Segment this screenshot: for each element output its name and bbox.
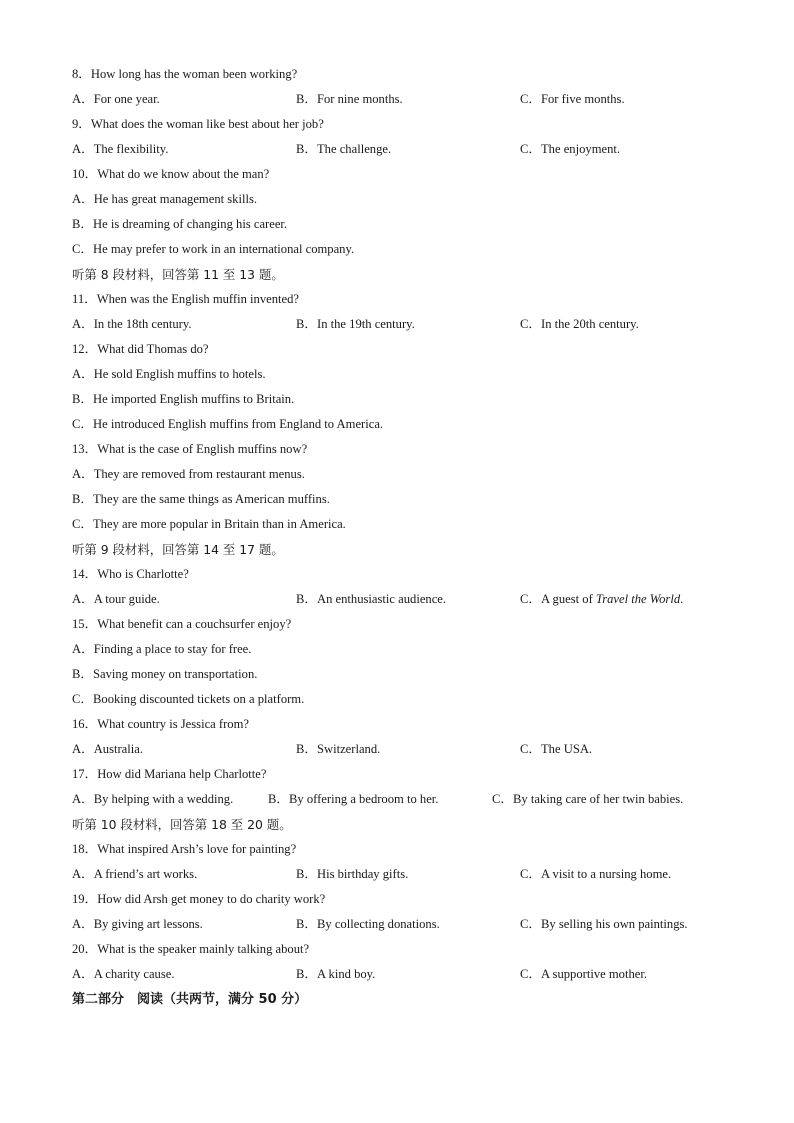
option-b: B．He is dreaming of changing his career. bbox=[72, 217, 288, 231]
question-10: 10．What do we know about the man? bbox=[72, 167, 270, 181]
passage-instruction: 听第 10 段材料，回答第 18 至 20 题。 bbox=[72, 817, 292, 832]
option-b: B．An enthusiastic audience. bbox=[296, 592, 447, 606]
option-b: B．They are the same things as American muffins. bbox=[72, 492, 330, 506]
question-8: 8．How long has the woman been working? bbox=[72, 67, 298, 81]
question-16: 16．What country is Jessica from? bbox=[72, 717, 249, 731]
option-a: A．He sold English muffins to hotels. bbox=[72, 367, 266, 381]
section-heading: 第二部分 阅读（共两节，满分 50 分） bbox=[72, 992, 308, 1007]
option-c bbox=[520, 587, 732, 612]
option-a: A．In the 18th century. bbox=[72, 317, 192, 331]
option-a: A．For one year. bbox=[72, 92, 160, 106]
option-b: B．His birthday gifts. bbox=[296, 867, 409, 881]
question-14: 14．Who is Charlotte? bbox=[72, 567, 189, 581]
passage-instruction: 听第 9 段材料，回答第 14 至 17 题。 bbox=[72, 542, 284, 557]
option-a: A．He has great management skills. bbox=[72, 192, 258, 206]
question-13: 13．What is the case of English muffins now? bbox=[72, 442, 308, 456]
options-row-inline bbox=[72, 787, 732, 812]
question-15: 15．What benefit can a couchsurfer enjoy? bbox=[72, 617, 292, 631]
option-a: A．By helping with a wedding. bbox=[72, 792, 234, 806]
question-17: 17．How did Mariana help Charlotte? bbox=[72, 767, 267, 781]
options-row bbox=[72, 862, 732, 887]
options-row bbox=[72, 737, 732, 762]
program-title: Travel the World bbox=[595, 592, 681, 606]
question-12: 12．What did Thomas do? bbox=[72, 342, 209, 356]
option-c: C．By taking care of her twin babies. bbox=[492, 792, 684, 806]
option-a: A．They are removed from restaurant menus. bbox=[72, 467, 305, 481]
options-row bbox=[72, 312, 732, 337]
options-row bbox=[72, 912, 732, 937]
option-c-prefix: C．A guest of bbox=[520, 592, 596, 606]
option-a: A．A friend’s art works. bbox=[72, 867, 198, 881]
question-9: 9．What does the woman like best about her job? bbox=[72, 117, 324, 131]
option-b: B．By collecting donations. bbox=[296, 917, 440, 931]
option-a: A．A charity cause. bbox=[72, 967, 175, 981]
option-b: B．The challenge. bbox=[296, 142, 392, 156]
option-c: C．By selling his own paintings. bbox=[520, 917, 688, 931]
option-b: B．For nine months. bbox=[296, 92, 403, 106]
passage-instruction: 听第 8 段材料，回答第 11 至 13 题。 bbox=[72, 267, 284, 282]
option-c-suffix: . bbox=[680, 592, 684, 606]
option-c: C．They are more popular in Britain than in America. bbox=[72, 517, 346, 531]
option-b: B．A kind boy. bbox=[296, 967, 376, 981]
options-row bbox=[72, 962, 732, 987]
option-c: C．In the 20th century. bbox=[520, 317, 639, 331]
option-b: B．In the 19th century. bbox=[296, 317, 415, 331]
question-18: 18．What inspired Arsh’s love for painting? bbox=[72, 842, 297, 856]
option-c: C．He may prefer to work in an international company. bbox=[72, 242, 355, 256]
options-row bbox=[72, 87, 732, 112]
option-a: A．A tour guide. bbox=[72, 592, 160, 606]
exam-page-content bbox=[72, 62, 732, 1012]
option-b: B．He imported English muffins to Britain. bbox=[72, 392, 295, 406]
option-b: B．Saving money on transportation. bbox=[72, 667, 258, 681]
option-c: C．A visit to a nursing home. bbox=[520, 867, 672, 881]
question-11: 11．When was the English muffin invented? bbox=[72, 292, 299, 306]
option-c: C．Booking discounted tickets on a platform. bbox=[72, 692, 305, 706]
option-c: C．He introduced English muffins from England to America. bbox=[72, 417, 384, 431]
option-a: A．Finding a place to stay for free. bbox=[72, 642, 252, 656]
option-a: A．By giving art lessons. bbox=[72, 917, 203, 931]
option-a: A．The flexibility. bbox=[72, 142, 169, 156]
options-row bbox=[72, 137, 732, 162]
options-row bbox=[72, 587, 732, 612]
option-c: C．The enjoyment. bbox=[520, 142, 621, 156]
option-b: B．By offering a bedroom to her. bbox=[268, 792, 439, 806]
question-19: 19．How did Arsh get money to do charity work? bbox=[72, 892, 326, 906]
option-b: B．Switzerland. bbox=[296, 742, 381, 756]
option-c: C．For five months. bbox=[520, 92, 625, 106]
option-c: C．The USA. bbox=[520, 742, 593, 756]
question-20: 20．What is the speaker mainly talking about? bbox=[72, 942, 310, 956]
option-c: C．A supportive mother. bbox=[520, 967, 647, 981]
option-a: A．Australia. bbox=[72, 742, 143, 756]
